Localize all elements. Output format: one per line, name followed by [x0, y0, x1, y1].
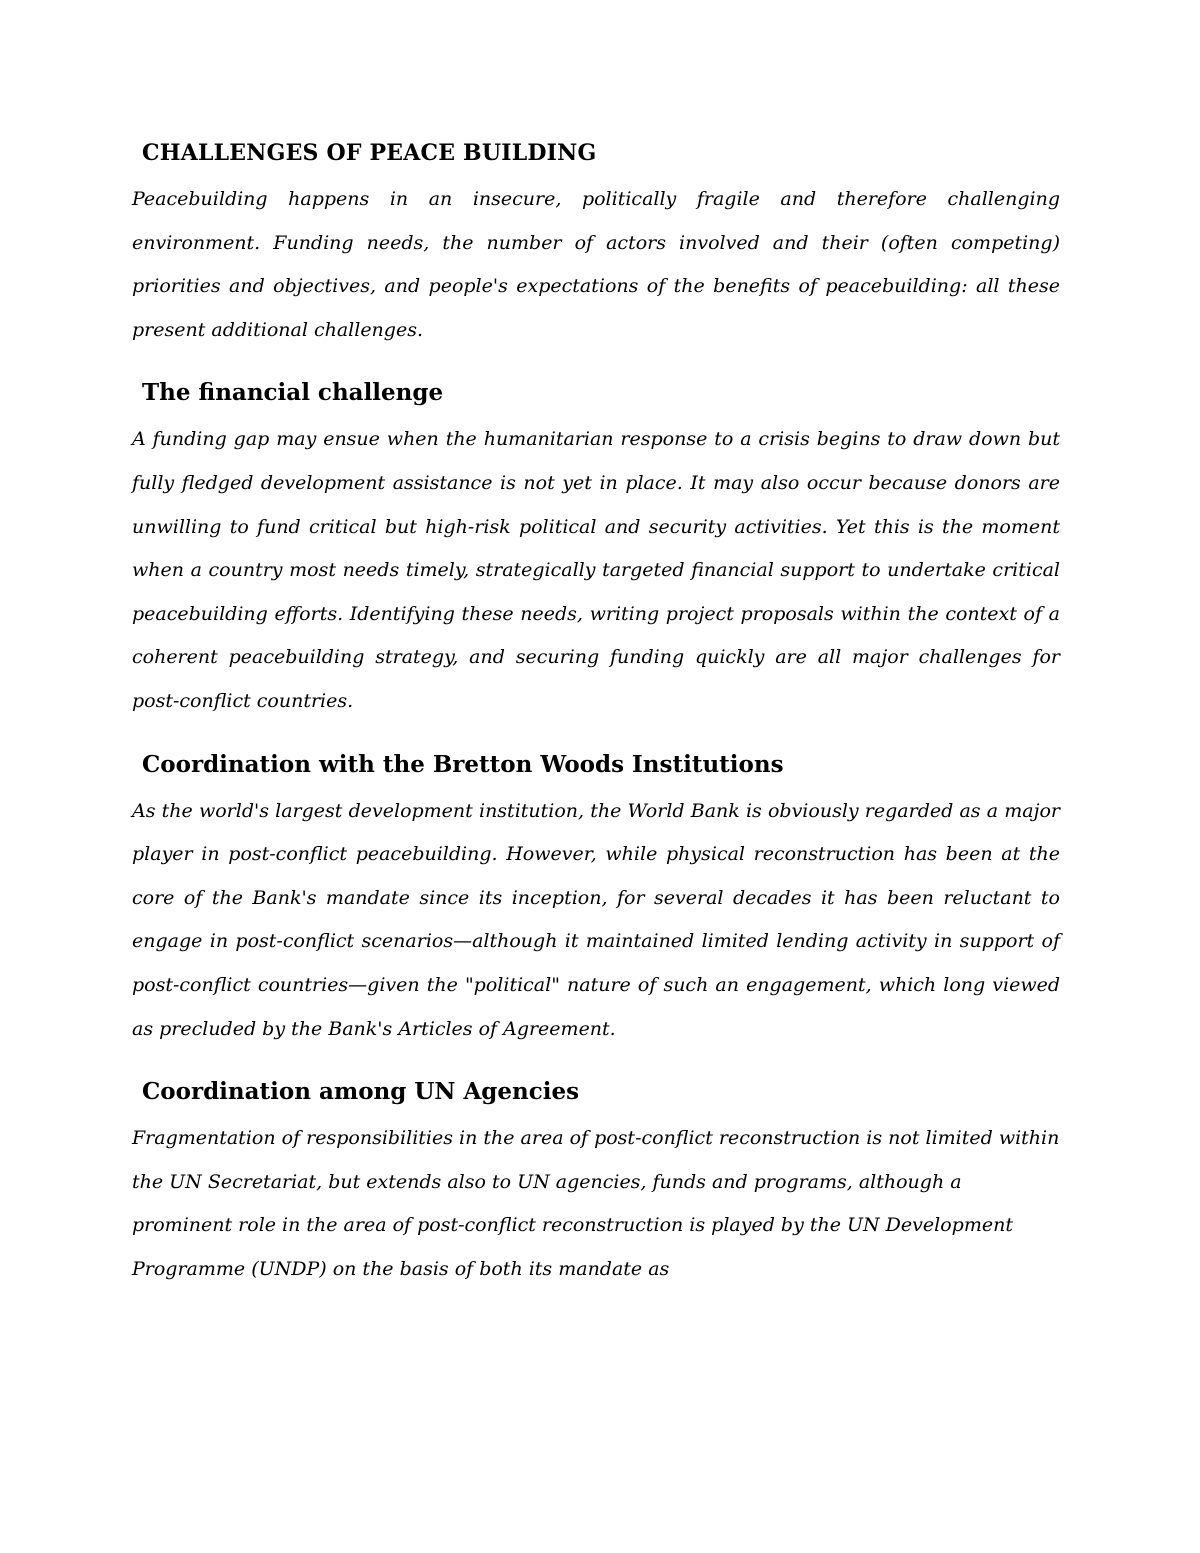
- section-heading-financial: The financial challenge: [142, 379, 444, 407]
- section-body-financial: A funding gap may ensue when the humanitarian response to a crisis begins to draw down but fully fledged development assistance is not yet in place. It may also occur because donors are unwilling to fund critical but high-risk political and security activities. Yet this is the moment when a country most needs timely, strategically targeted financial support to undertake critical peacebuilding efforts. Identifying these needs, writing project proposals within the context of a coherent peacebuilding strategy, and securing funding quickly are all major challenges for post-conflict countries.: [132, 428, 1060, 712]
- section-body-bretton-woods: As the world's largest development institution, the World Bank is obviously regarded as a major player in post-conflict peacebuilding. However, while physical reconstruction has been at the core of the Bank's mandate since its inception, for several decades it has been reluctant to engage in post-conflict scenarios—although it maintained limited lending activity in support of post-conflict countries—given the "political" nature of such an engagement, which long viewed as precluded by the Bank's Articles of Agreement.: [132, 799, 1060, 1040]
- document-title: CHALLENGES OF PEACE BUILDING: [142, 140, 597, 166]
- document-content: [132, 136, 1060, 1313]
- intro-paragraph: Peacebuilding happens in an insecure, politically fragile and therefore challenging environment. Funding needs, the number of actors involved and their (often competing) priorities and objectives, and people's expectations of the benefits of peacebuilding: all these present additional challenges.: [132, 188, 1060, 341]
- section-heading-un-agencies: Coordination among UN Agencies: [142, 1078, 580, 1106]
- section-heading-bretton-woods: Coordination with the Bretton Woods Institutions: [142, 750, 784, 778]
- section-body-un-agencies: Fragmentation of responsibilities in the area of post-conflict reconstruction is not limited within the UN Secretariat, but extends also to UN agencies, funds and programs, although a prominent role in the area of post-conflict reconstruction is played by the UN Development Programme (UNDP) on the basis of both its mandate as: [132, 1127, 1060, 1280]
